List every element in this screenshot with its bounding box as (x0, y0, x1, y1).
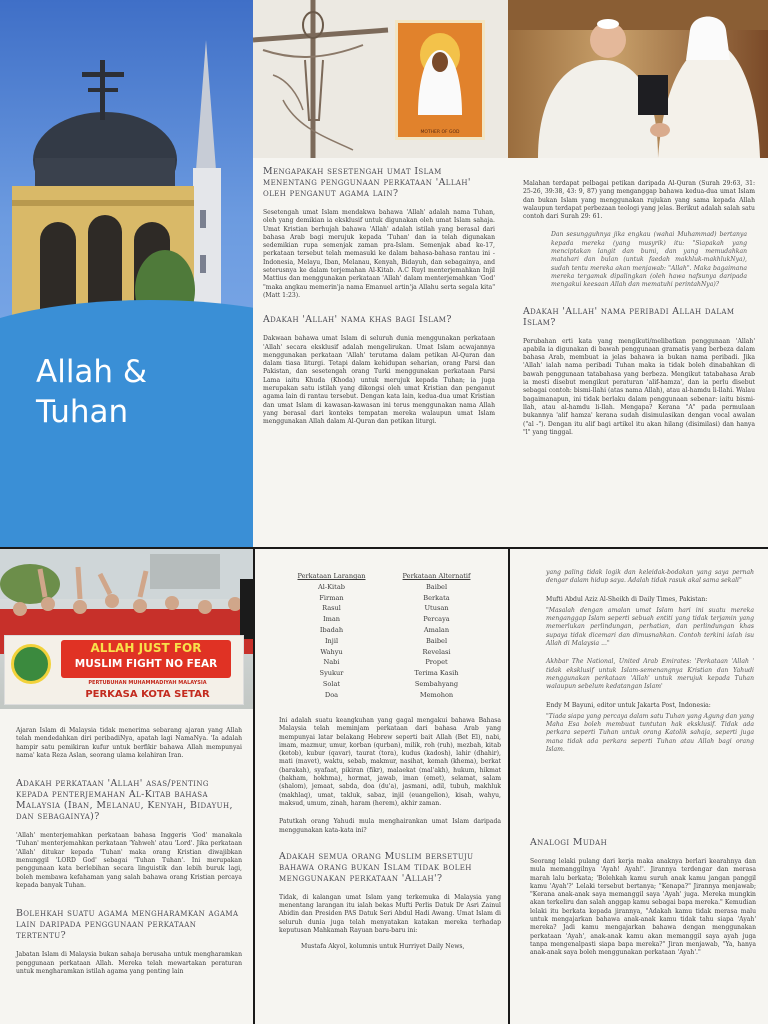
p6-text-4: Seorang lelaki pulang dari kerja maka anaknya berlari kearahnya dan mula memanggilnya 'Ayah! Ayah!'. Jirannya terdengar dan merasa marah lalu berkata; 'Bolehkah kamu suruh anak kamu jangan panggil kamu 'Ayah'?' Lelaki tersebut bertanya; "Kenapa?" Jirannya menjawab; "Kerana anak-anak saya memanggil saya 'Ayah' juga. Mereka mungkin akan terkeliru dan salah anggap kamu sebagai bapa mereka." Kemudian lelaki itu berkata kepada jirannya, "Adakah kamu tidak merasa malu untuk mengajarkan bahawa anak-anak kamu tidak tahu siapa 'Ayah' mereka? Jadi kamu mengajarkan bahawa dengan menggunakan perkataan 'Ayah', anak-anak kamu akan memanggil saya ayah juga tanpa mengenalpasti siapa bapa mereka?" Jiran menjawab, "Ya, hanya anak-anak saya boleh menggunakan perkataan 'Ayah'." (530, 858, 756, 957)
p6-quote-3: "Tiada siapa yang percaya dalam satu Tuhan yang Agung dan yang Maha Esa boleh membuat tuntutan hak eksklusif. Tidak ada perkara seperti Tuhan untuk orang Katolik sahaja, seperti juga mana tidak ada perkara seperti Tuhan atau Allah bagi orang Islam. (546, 712, 754, 754)
p6-heading-1: Analogi Mudah (530, 837, 608, 848)
banned-word: Syukur (319, 669, 344, 678)
madonna-icon-image (395, 20, 485, 140)
alternative-word: Utusan (424, 604, 449, 613)
word-row (279, 657, 489, 668)
banned-word: Wahyu (320, 647, 343, 656)
cover-title-line2: Tuhan (36, 394, 129, 430)
crucifix-illustration (253, 0, 508, 158)
word-row (279, 593, 489, 604)
protest-photo (0, 549, 253, 709)
banner-line-1: ALLAH JUST FOR (90, 641, 202, 655)
pope-meeting-figures (508, 0, 768, 158)
madonna-caption: MOTHER OF GOD (420, 130, 460, 135)
page-3 (508, 0, 768, 547)
cover-title-line1: Allah & (36, 354, 148, 390)
alternative-word: Berkata (423, 593, 450, 602)
alternative-word: Baibel (425, 636, 448, 645)
word-row (279, 625, 489, 636)
p2-heading-2: Adakah 'Allah' nama khas bagi Islam? (263, 314, 452, 326)
page-4 (0, 549, 253, 1024)
p5-text-3: Tidak, di kalangan umat Islam yang terkemuka di Malaysia yang menentang larangan itu ialah bekas Mufti Perlis Datuk Dr Asri Zainul Abidin dan Presiden PAS Datuk Seri Abdul Hadi Awang. Umat Islam di seluruh dunia juga telah menyatakan katakan mereka terhadap keputusan Mahkamah Rayuan baru-baru ini: (279, 893, 501, 935)
p4-heading-1: Adakah perkataan 'Allah' asas/penting kepada penterjemahan Al-Kitab bahasa Malaysia (Iban, Melanau, Kenyah, Bidayuh, dan sebagainya)? (16, 778, 233, 823)
p2-text-1: Sesetengah umat Islam mendakwa bahawa 'Allah' adalah nama Tuhan, oleh yang demikian ia eksklusif untuk digunakan oleh umat Islam sahaja. Umat Kristian berhujah bahawa 'Allah' adalah istilah yang berasal dari bahasa Arab bagi merujuk kepada 'Tuhan' dan ia telah digunakan sedemikian rupa semenjak zaman pra-Islam. Semenjak abad ke-17, perkataan tersebut telah memasuki ke dalam bahasa-bahasa rantau ini - Indonesia, Melayu, Iban, Melanau, Kenyah, Bidayuh, dan sebagainya, and seterusnya ke dalam terjemahan Al-Kitab. A.C Ruyl menterjemahkan Injil Mattius dan menggunakan perkataan 'Allah' dalam menterjemahkan 'God' "maka angkau memerin'ja nama Emanuel artin'ja Allahu serta segala kita" (Matt 1:23). (263, 209, 495, 299)
p5-text-4: Mustafa Akyol, kolumnis untuk Hurriyet Daily News, (301, 943, 465, 951)
p6-quote-2: "Masalah dengan amalan umat Islam hari ini suatu mereka menganggap Islam seperti sebuah entiti yang tidak terjamin yang memerlukan perlindungan, perhatian, dan perlindungan khas supaya tidak dicemari dan dimusnahkan. Contoh terkini ialah isu Allah di Malaysia ..." (546, 606, 754, 648)
church-illustration (0, 0, 253, 340)
alternative-word: Terima Kasih (414, 669, 459, 678)
banned-word: Rasul (322, 604, 341, 613)
word-row (279, 582, 489, 593)
word-table (279, 571, 489, 701)
cover-panel (0, 0, 253, 547)
banned-word: Ibadah (319, 625, 344, 634)
p2-text-2: Dakwaan bahawa umat Islam di seluruh dunia menggunakan perkataan 'Allah' secara eksklusif adalah mengelirukan. Umat Islam acwajannya menggunakan perkataan 'Allah' terutama dalam petikan Al-Quran dan dalam tiasa liturgi. Tetapi dalam kehidupan seharian, orang Parsi dan Pakistan, dan sesetengah orang Turki menggunakan perkataan Parsi Lama iaitu Khuda (Khoda) untuk merujuk kepada Tuhan; ia juga merupakan satu istilah yang dikongsi oleh umat Kristian dan penganut agama lain di rantau tersebut. Dengan kata lain, kedua-dua umat Kristian dan umat Islam di kawasan-kawasan ini terus menggunakan nama Allah yang berasal dari konteks tempatan mereka walaupun umat Islam menggunakan Allah dalam Al-Quran dan petikan liturgi. (263, 335, 495, 426)
alternative-word: Sembahyang (414, 679, 459, 688)
pope-meeting-photo (508, 0, 768, 158)
p5-text-2: Patutkah orang Yahudi mula menghairankan umat Islam daripada menggunakan kata-kata ini? (279, 818, 501, 834)
p3-quote-1: Dan sesungguhnya jika engkau (wahai Muhammad) bertanya kepada mereka (yang musyrik) itu: "Siapakah yang menciptakan langit dan bumi, dan yang memudahkan matahari dan bulan (untuk faedah makhluk-makhlukNya), sudah tentu mereka akan menjawab: "Allah". Maka bagaimana mereka tergamak dipalingkan (oleh hawa nafsunya daripada mengakui keesaan Allah dan mematuhi perintahNya)? (551, 231, 747, 289)
page-6 (510, 549, 768, 1024)
p3-text-2: Perubahan erti kata yang mengikuti/melibatkan penggunaan 'Allah' apabila ia digunakan di bawah penggunaan gramatis yang berbeza dalam bahasa Arab, membuat ia jelas bahawa ia bukan nama peribadi. Jika 'Allah' ialah nama peribadi Tuhan maka ia tidak boleh dinabahkan di bawah penggunaan tatabahasa yang berbeza. Mengikut tatabahasa Arab ia mesti disebut mengikut peraturan 'alif-hamza', dan ia perlu disebut sebagai contoh: bismi-llahi (atas nama Allah), atau al-hamdu li-llahi. Walau bagaimanapun, ini tidak berlaku dalam penggunaan sebenar: iaitu bismi-llah, atau al-hamdu li-llah. Mengapa? Kerana "A" pada permulaan bukannya 'alif hamza' kerana sudah disimulasikan dengan vocal awalan ("al -"). Dengan itu alif bagi artikel itu akan hilang (disimilasi) dan hanya "l" yang tinggal. (523, 337, 755, 436)
p2-heading-1: Mengapakah sesetengah umat Islam menentang penggunaan perkataan 'Allah' oleh penganut agama lain? (263, 166, 471, 199)
protest-banner (4, 635, 244, 705)
word-row (279, 679, 489, 690)
p6-text-1: Mufti Abdul Aziz Al-Sheikh di Daily Times, Pakistan: (546, 595, 708, 603)
alternative-word: Amalan (423, 625, 450, 634)
p4-text-2: 'Allah' menterjemahkan perkataan bahasa Inggeris 'God' manakala 'Tuhan' menterjemahkan perkataan 'Yahweh' atau 'Lord'. Jika perkataan 'Allah' ditukar kepada 'Tuhan' maka orang Kristian diwajibkan menunggil 'LORD God' sebagai 'Tuhan Tuhan'. Ini merupakan penggunaan kata berlebihan secara linguistik dan lebih buruk lagi, boleh membawa kefahaman yang salah bahawa orang Kristian percaya kepada banyak Tuhan. (16, 832, 242, 889)
p4-text-1: Ajaran Islam di Malaysia tidak menerima sebarang ajaran yang Allah telah mendedahkan diri peribadiNya, apatah lagi NamaNya. 'Ia adalah hampir satu pemikiran kufur untuk berfikir bahawa Allah mempunyai nama' kata Reza Aslan, seorang ulama kelahiran Iran. (16, 727, 242, 759)
banned-word: Injil (324, 636, 339, 645)
p6-text-3: Endy M Bayuni, editor untuk Jakarta Post, Indonesia: (546, 701, 711, 709)
alternative-word: Memohon (419, 690, 454, 699)
word-row (279, 614, 489, 625)
word-row (279, 690, 489, 701)
page-5 (255, 549, 508, 1024)
p3-heading-1: Adakah 'Allah' nama peribadi Allah dalam Islam? (523, 305, 735, 328)
banned-word: Solat (322, 679, 341, 688)
banner-line-4: PERKASA KOTA SETAR (85, 689, 210, 700)
banned-word: Firman (319, 593, 344, 602)
banned-word: Al-Kitab (318, 582, 345, 591)
banned-word: Iman (322, 615, 341, 624)
word-row (279, 647, 489, 658)
madonna-figure (398, 25, 482, 121)
alternative-word: Baibel (425, 582, 448, 591)
alternative-word: Percaya (423, 615, 450, 624)
page-2 (253, 0, 508, 547)
p6-quote-1: yang paling tidak logik dan keleidak-bodakan yang saya pernah dengar dalam hidup saya. Adalah tidak rasuk akal sama sekali" (546, 569, 754, 585)
banned-word: Doa (324, 690, 339, 699)
word-row (279, 636, 489, 647)
alternative-word: Revelasi (422, 647, 451, 656)
p5-text-1: Ini adalah suatu keangkuhan yang gagal mengakui bahawa Bahasa Malaysia telah meminjam perkataan dari bahasa Arab yang mempunyai latar belakang Hebrew seperti bait Allah (Bet El), nabi, imam, mazmur, umur, korban (qurban), milik, roh (ruh), mezbah, kitab (ketob), kubur (qavar), taurat (tora), kudus (kadosh), lahir (dhahir), mati (mavet), waktu, sebab, makmur, nasihat, kemah (khema), berkat (barakah), syafaat, pikiran (fikr), malaekat (mal'akh), hukum, hikmat (hakham, hokhma), hormat, jawab, iman (emet), selamat, salam (shalom), jemaat, sabda, doa (du'a), jasmani, adil, tubuh, makhluk (makhlaq), umat, takluk, sabaz, injil (euangelion), kisah, wahyu, maksud, umum, zinah, haram (herem), akhir zaman. (279, 717, 501, 807)
banned-word: Nabi (323, 658, 340, 667)
word-row (279, 668, 489, 679)
word-row (279, 603, 489, 614)
cover-title (36, 352, 147, 432)
banner-line-3: PERTUBUHAN MUHAMMADIYAH MALAYSIA (88, 680, 207, 686)
col-banned-header: Perkataan Larangan (297, 572, 366, 580)
p4-heading-2: Bolehkah suatu agama mengharamkan agama lain daripada penggunaan perkataan tertentu? (16, 908, 239, 942)
col-alt-header: Perkataan Alternatif (402, 572, 471, 580)
p4-text-3: Jabatan Islam di Malaysia bukan sahaja berusaha untuk mengharamkan penggunaan perkataan Allah. Mereka telah mewartakan peraturan untuk mengharamkan istilah agama yang penting lain (16, 951, 242, 975)
banner-line-2: MUSLIM FIGHT NO FEAR (74, 658, 218, 670)
p5-heading-1: Adakah semua orang Muslim bersetuju bahawa orang bukan Islam tidak boleh menggunakan perkataan 'Allah'? (279, 850, 474, 884)
p6-text-2: Akhbar The National, United Arab Emirates: 'Perkataan 'Allah ' tidak eksklusif untuk Islam-semenangnya Kristian dan Yahudi menggunakan perkataan 'Allah' untuk merujuk kepada Tuhan walaupun sebelum kedatangan Islam' (546, 658, 754, 691)
p3-text-1: Malahan terdapat pelbagai petikan daripada Al-Quran (Surah 29:63, 31: 25-26, 39:38, 43: 9, 87) yang menganggap bahawa kedua-dua umat Islam dan bukan Islam yang menggunakan rujukan yang sama kepada Allah walaupun terdapat perbezaan teologi yang jelas. Berikut adalah salah satu contoh dari Surah 29: 61. (523, 180, 755, 221)
banner-logo-icon (11, 644, 51, 684)
alternative-word: Propet (425, 658, 448, 667)
